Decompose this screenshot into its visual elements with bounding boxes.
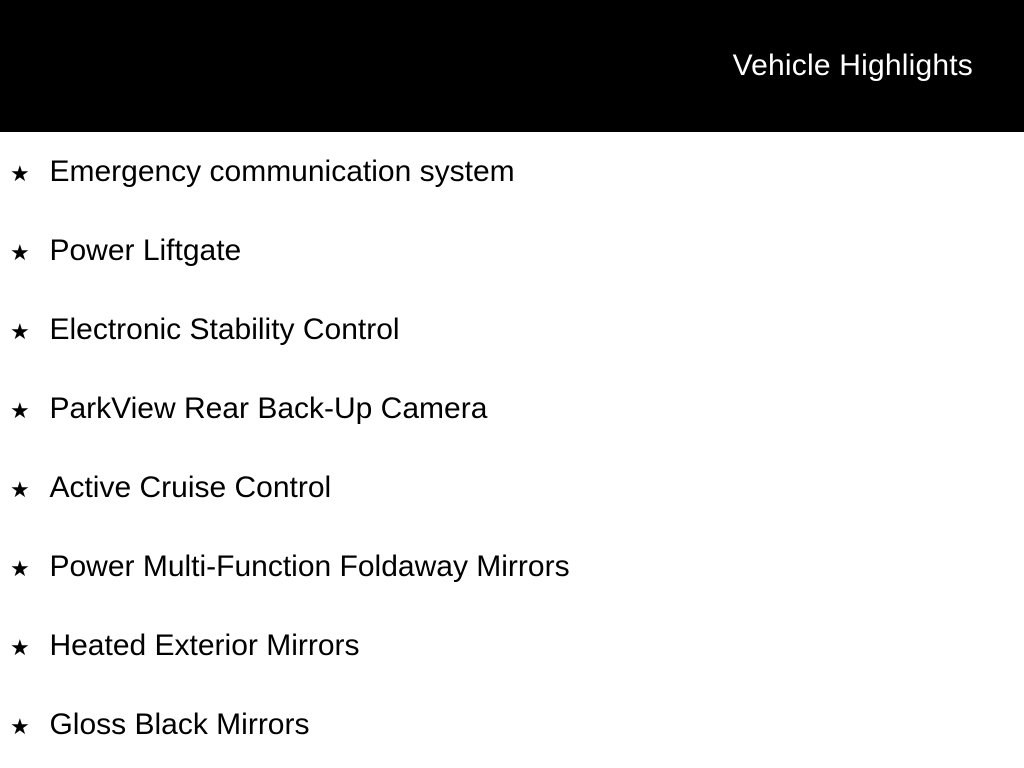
star-icon: ★ — [10, 635, 30, 660]
list-item-label: ParkView Rear Back-Up Camera — [49, 392, 488, 425]
list-item — [0, 369, 1024, 448]
star-icon: ★ — [10, 556, 30, 581]
star-icon: ★ — [10, 714, 30, 739]
list-item-label: Emergency communication system — [49, 155, 515, 188]
list-item-label: Power Multi-Function Foldaway Mirrors — [49, 550, 570, 583]
list-item-label: Active Cruise Control — [49, 471, 332, 504]
list-item — [0, 132, 1024, 211]
star-icon: ★ — [10, 240, 30, 265]
list-item — [0, 606, 1024, 685]
star-icon: ★ — [10, 161, 30, 186]
list-item-label: Gloss Black Mirrors — [49, 708, 310, 741]
list-item-label: Electronic Stability Control — [49, 313, 400, 346]
page-title: Vehicle Highlights — [732, 49, 973, 82]
list-item-label: Heated Exterior Mirrors — [49, 629, 360, 662]
highlights-list — [0, 132, 1024, 764]
list-item — [0, 290, 1024, 369]
star-icon: ★ — [10, 398, 30, 423]
header-bar — [0, 0, 1024, 132]
list-item-label: Power Liftgate — [49, 234, 242, 267]
list-item — [0, 527, 1024, 606]
star-icon: ★ — [10, 319, 30, 344]
list-item — [0, 448, 1024, 527]
list-item — [0, 685, 1024, 764]
star-icon: ★ — [10, 477, 30, 502]
list-item — [0, 211, 1024, 290]
